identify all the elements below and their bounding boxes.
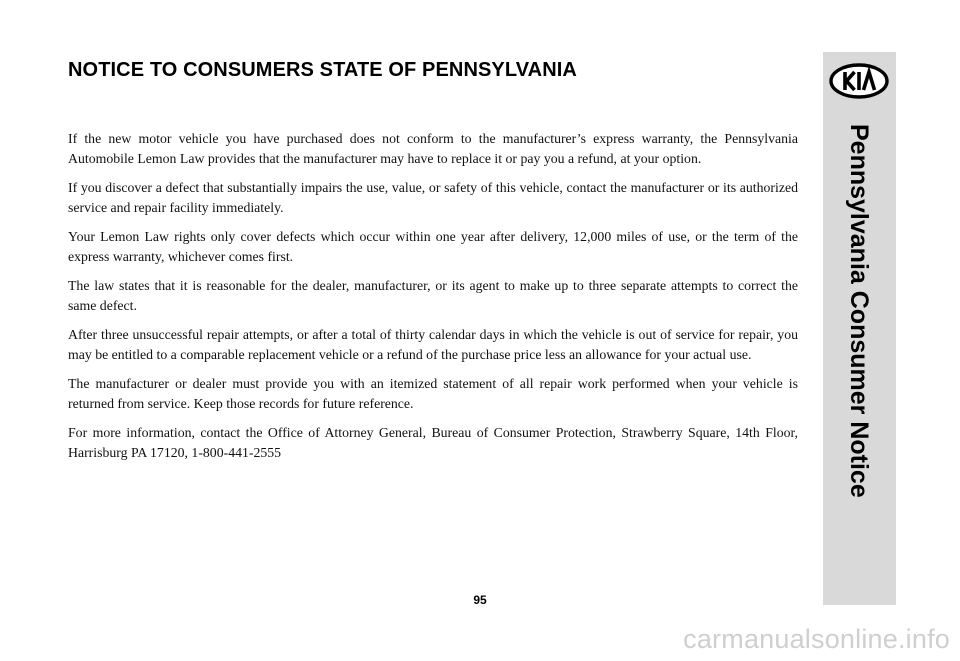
paragraph-records: The manufacturer or dealer must provide you with an itemized statement of all repair work performed when your vehicle is returned from service. Keep those records for future reference. [68,376,798,411]
side-tab-title-text: Pennsylvania Consumer Notice [845,124,873,498]
paragraph-nonconformity: If the new motor vehicle you have purchased does not conform to the manufacturer’s express warranty, the Pennsylvania Automobile Lemon Law provides that the manufacturer may have to replace it or pay you a refund, at your option. [68,131,798,166]
paragraph-remedy: After three unsuccessful repair attempts, or after a total of thirty calendar days in which the vehicle is out of service for repair, you may be entitled to a comparable replacement vehicle or a refund of the purchase price less an allowance for your actual use. [68,327,798,362]
paragraph-repair-attempts: The law states that it is reasonable for the dealer, manufacturer, or its agent to make up to three separate attempts to correct the same defect. [68,278,798,313]
paragraph-contact-info: For more information, contact the Office of Attorney General, Bureau of Consumer Protection, Strawberry Square, 14th Floor, Harrisburg PA 17120, 1-800-441-2555 [68,425,798,460]
page-title: NOTICE TO CONSUMERS STATE OF PENNSYLVANIA [68,59,577,81]
section-side-tab [823,52,896,605]
page-number: 95 [473,593,487,607]
kia-logo-icon [828,61,890,101]
paragraph-report-defect: If you discover a defect that substantially impairs the use, value, or safety of this vehicle, contact the manufacturer or its authorized service and repair facility immediately. [68,180,798,215]
watermark: carmanualsonline.info [683,624,950,654]
notice-body [68,129,798,472]
paragraph-coverage-period: Your Lemon Law rights only cover defects which occur within one year after delivery, 12,000 miles of use, or the term of the express warranty, whichever comes first. [68,229,798,264]
